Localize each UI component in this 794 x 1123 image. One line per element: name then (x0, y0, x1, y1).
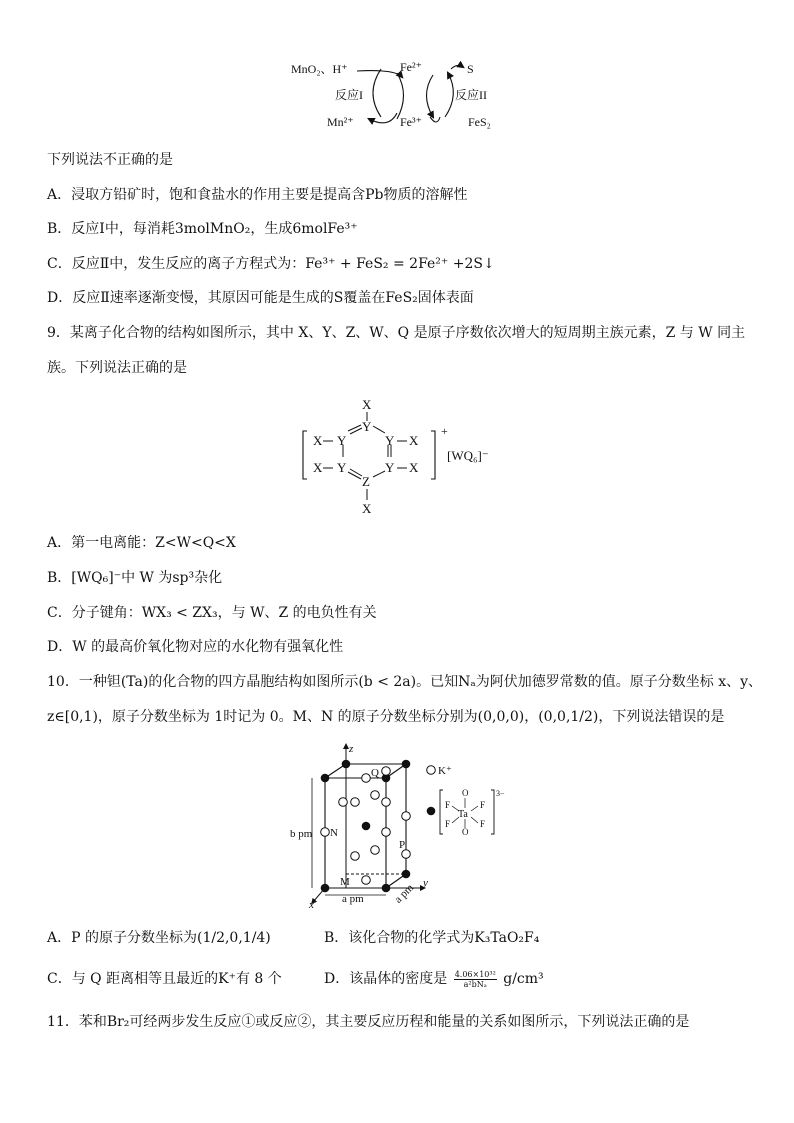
q9-stem-line2: 族。下列说法正确的是 (47, 360, 187, 376)
cycle-right-bottom: FeS₂ (468, 115, 491, 129)
q10-stem-line1: 10．一种钽(Ta)的化合物的四方晶胞结构如图所示(b < 2a)。已知Nₐ为阿伏加德罗常数的值。原子分数坐标 x、y、 (47, 674, 763, 690)
density-fraction (454, 970, 497, 989)
axis-x-label: x (309, 899, 314, 911)
q10-option-a: A．P 的原子分数坐标为(1/2,0,1/4) (47, 930, 271, 946)
axis-y-label: y (423, 877, 428, 889)
atom-label-p: P (399, 839, 406, 851)
ionic-structure-svg (295, 393, 505, 518)
q9-option-a: A．第一电离能：Z<W<Q<X (47, 535, 236, 551)
q9-option-b: B．[WQ₆]⁻中 W 为sp³杂化 (47, 570, 223, 586)
atom-y-left-upper: Y (337, 433, 347, 448)
dim-a-bottom-label: a pm (342, 893, 364, 905)
cation-charge: + (441, 424, 448, 438)
legend-k-label: K⁺ (438, 765, 452, 777)
q10-option-d (324, 969, 544, 989)
q8-option-a: A．浸取方铅矿时，饱和食盐水的作用主要是提高含Pb物质的溶解性 (47, 187, 468, 203)
reaction-cycle-svg (285, 55, 515, 135)
cycle-left-top: MnO₂、H⁺ (291, 62, 348, 76)
atom-y-left-lower: Y (337, 460, 347, 475)
crystal-cell-diagram (285, 740, 525, 915)
atom-y-right-lower: Y (385, 460, 395, 475)
axis-z-label: z (349, 743, 354, 755)
dim-b-label: b pm (290, 828, 313, 840)
q8-option-c: C．反应Ⅱ中，发生反应的离子方程式为：Fe³⁺ + FeS₂ = 2Fe²⁺ +2S↓ (47, 256, 495, 272)
q8-option-b: B．反应Ⅰ中，每消耗3molMnO₂，生成6molFe³⁺ (47, 221, 358, 237)
q8-stem: 下列说法不正确的是 (47, 152, 173, 168)
q10-option-d-prefix: D．该晶体的密度是 (324, 971, 448, 987)
q11-stem: 11．苯和Br₂可经两步发生反应①或反应②，其主要反应历程和能量的关系如图所示，下列说法正确的是 (47, 1014, 690, 1030)
atom-x-right-upper: X (409, 433, 419, 448)
atom-label-n: N (330, 827, 338, 839)
density-denominator: a²bNₐ (463, 979, 487, 989)
q8-option-d: D．反应Ⅱ速率逐渐变慢，其原因可能是生成的S覆盖在FeS₂固体表面 (47, 290, 474, 306)
atom-x-right-lower: X (409, 460, 419, 475)
legend-anion-charge: 3− (496, 789, 505, 798)
legend-o-bottom: O (462, 827, 469, 837)
dim-a-side-label: a pm (392, 881, 417, 906)
density-numerator: 4.06×10³² (454, 969, 496, 979)
legend-f-4: F (480, 819, 486, 829)
q9-option-c: C．分子键角：WX₃ < ZX₃，与 W、Z 的电负性有关 (47, 605, 377, 621)
cycle-center-bottom: Fe³⁺ (400, 115, 422, 129)
atom-x-left-upper: X (313, 433, 323, 448)
reaction-cycle-diagram (285, 55, 515, 135)
cycle-right-mid: 反应II (455, 88, 487, 102)
legend-f-2: F (480, 800, 486, 810)
atom-x-top: X (362, 397, 372, 412)
atom-x-left-lower: X (313, 460, 323, 475)
atom-z: Z (362, 474, 370, 489)
q10-option-c: C．与 Q 距离相等且最近的K⁺有 8 个 (47, 971, 282, 987)
density-unit: g/cm³ (503, 971, 544, 987)
atom-label-q: Q (371, 767, 379, 779)
atom-x-bottom: X (362, 501, 372, 516)
cycle-center-top: Fe²⁺ (400, 60, 422, 74)
legend-f-1: F (445, 800, 451, 810)
legend-o-top: O (462, 788, 469, 798)
q9-option-d: D．W 的最高价氧化物对应的水化物有强氧化性 (47, 639, 344, 655)
atom-y-top: Y (362, 419, 372, 434)
legend-ta: Ta (458, 809, 468, 820)
q10-stem-line2: z∈[0,1)，原子分数坐标为 1时记为 0。M、N 的原子分数坐标分别为(0,0,0)，(0,0,1/2)，下列说法错误的是 (47, 709, 725, 725)
atom-label-m: M (340, 876, 350, 888)
q9-stem-line1: 9．某离子化合物的结构如图所示，其中 X、Y、Z、W、Q 是原子序数依次增大的短周期主族元素，Z 与 W 同主 (47, 325, 746, 341)
atom-y-right-upper: Y (385, 433, 395, 448)
anion-formula: [WQ₆]⁻ (447, 448, 489, 463)
crystal-cell-svg (285, 740, 525, 915)
cycle-left-bottom: Mn²⁺ (327, 115, 354, 129)
legend-f-3: F (445, 819, 451, 829)
cycle-left-mid: 反应I (335, 88, 363, 102)
ionic-structure-diagram (295, 393, 505, 518)
q10-option-b: B．该化合物的化学式为K₃TaO₂F₄ (324, 930, 540, 946)
cycle-right-top: S (467, 62, 474, 76)
